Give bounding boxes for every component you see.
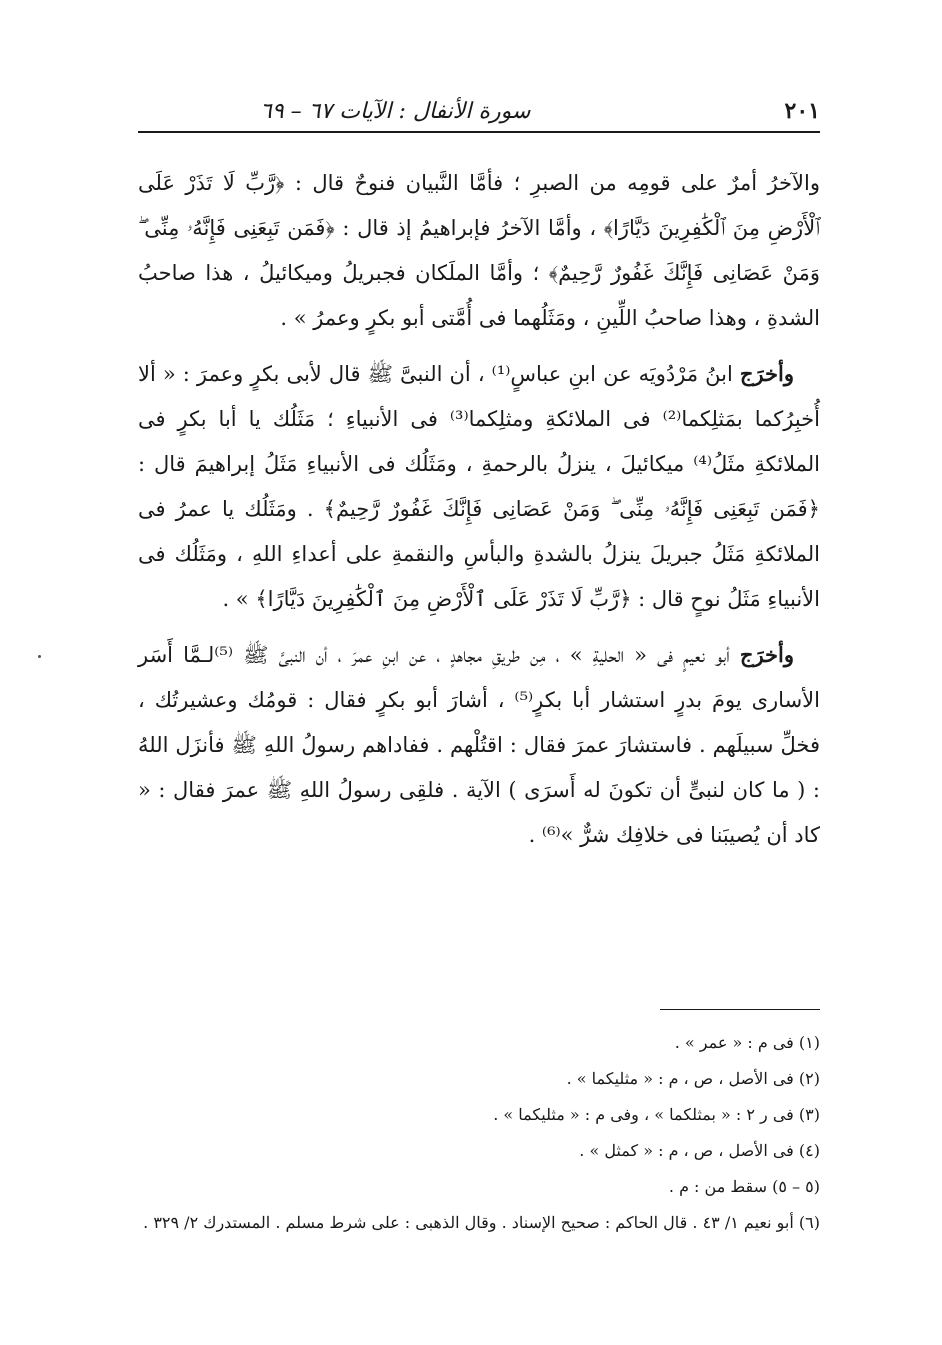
- paragraph-body: والآخرُ أمرٌ على قومِه من الصبرِ ؛ فأمَّا النَّبيان فنوحٌ قال : ﴿رَّبِّ لَا تَذَرْ عَلَى ٱلْأَرْضِ مِنَ ٱلْكَٰفِرِينَ دَيَّارًا﴾ ، وأمَّا الآخرُ فإبراهيمُ إذ قال : ﴿فَمَن تَبِعَنِى فَإِنَّهُۥ مِنِّى ۖ وَمَنْ عَصَانِى فَإِنَّكَ غَفُورٌ رَّحِيمٌ﴾ ؛ وأمَّا الملَكان فجبريلُ وميكائيلُ ، هذا صاحبُ الشدةِ ، وهذا صاحبُ اللِّينِ ، ومَثَلُهما فى أُمَّتى أبو بكرٍ وعمرُ » .: [138, 171, 820, 330]
- footnote-1: (١) فى م : « عمر » .: [674, 1033, 820, 1052]
- paragraph-3: [138, 632, 820, 858]
- footnote-rule: [660, 1009, 820, 1010]
- footnote-6: (٦) أبو نعيم ١/ ٤٣ . قال الحاكم : صحيح الإسناد . وقال الذهبى : على شرط مسلم . المستدرك ٢/ ٣٢٩ .: [143, 1213, 820, 1232]
- footnote-2: (٢) فى الأصل ، ص ، م : « مثليكما » .: [566, 1069, 820, 1088]
- main-text: [138, 160, 820, 868]
- footnote-3: (٣) فى ر ٢ : « بمثلكما » ، وفى م : « مثليكما » .: [493, 1105, 820, 1124]
- paragraph-1: [138, 160, 820, 341]
- running-title: سورة الأنفال : الآيات ٦٧ – ٦٩: [260, 99, 531, 124]
- paragraph-lead: وأخرَج: [739, 642, 794, 667]
- page-number: ٢٠١: [784, 98, 820, 124]
- paragraph-body: أبو نعيمٍ فى « الحليةِ » ، مِن طريقِ مجاهدٍ ، عن ابنِ عمرَ ، أن النبىَّ ﷺ ⁽⁵⁾لـمَّا أَسَر الأسارى يومَ بدرٍ استشار أبا بكرٍ⁽⁵⁾ ، أشارَ أبو بكرٍ فقال : قومُك وعشيرتُك ، فخلِّ سبيلَهم . فاستشارَ عمرَ فقال : اقتُلْهم . ففاداهم رسولُ اللهِ ﷺ فأنزَل اللهُ : ( ما كان لنبىٍّ أن تكونَ له أَسرَى ) الآية . فلقِى رسولُ اللهِ ﷺ عمرَ فقال : « كاد أن يُصيبَنا فى خلافِك شرٌّ »⁽⁶⁾ .: [138, 643, 820, 847]
- paragraph-2: [138, 351, 820, 622]
- footnote-5: (٥ – ٥) سقط من : م .: [668, 1177, 820, 1196]
- scan-speck: [38, 655, 41, 658]
- paragraph-body: ابنُ مَرْدُويَه عن ابنِ عباسٍ⁽¹⁾ ، أن النبىَّ ﷺ قال لأبى بكرٍ وعمرَ : « ألا أُخبِرُكما بمَثلِكما⁽²⁾ فى الملائكةِ ومثلِكما⁽³⁾ فى الأنبياءِ ؛ مَثَلُك يا أبا بكرٍ فى الملائكةِ مثَلُ⁽⁴⁾ ميكائيلَ ، ينزلُ بالرحمةِ ، ومَثَلُك فى الأنبياءِ مَثَلُ إبراهيمَ قال : ﴿فَمَن تَبِعَنِى فَإِنَّهُۥ مِنِّى ۖ وَمَنْ عَصَانِى فَإِنَّكَ غَفُورٌ رَّحِيمٌ﴾ . ومَثَلُك يا عمرُ فى الملائكةِ مَثَلُ جبريلَ ينزلُ بالشدةِ والبأسِ والنقمةِ على أعداءِ اللهِ ، ومَثَلُك فى الأنبياءِ مَثَلُ نوحٍ قال : ﴿رَّبِّ لَا تَذَرْ عَلَى ٱلْأَرْضِ مِنَ ٱلْكَٰفِرِينَ دَيَّارًا﴾ » .: [138, 362, 820, 611]
- paragraph-lead: وأخرَج: [739, 361, 794, 386]
- header-rule: [138, 131, 820, 133]
- page-header: [140, 84, 820, 124]
- footnote-4: (٤) فى الأصل ، ص ، م : « كمثل » .: [579, 1141, 820, 1160]
- footnotes: [138, 1025, 820, 1241]
